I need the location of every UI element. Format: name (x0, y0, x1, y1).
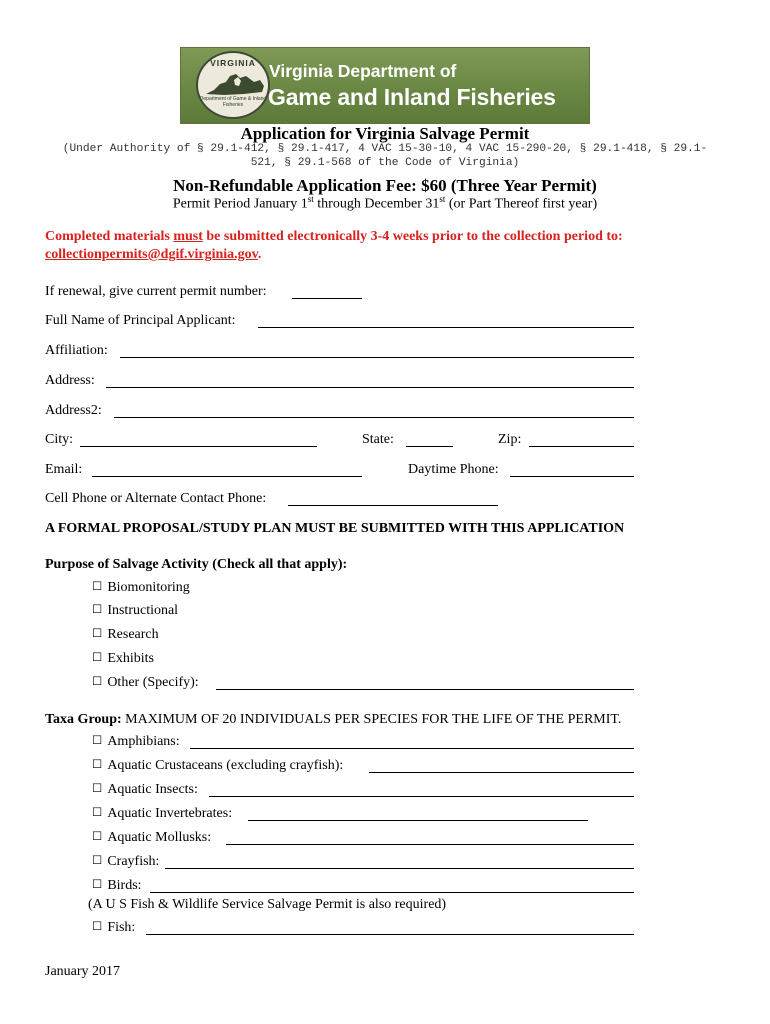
purpose-option-biomonitoring[interactable]: ☐ Biomonitoring (92, 579, 190, 595)
checkbox-icon[interactable]: ☐ (92, 626, 103, 640)
checkbox-icon[interactable]: ☐ (92, 674, 103, 688)
authority-line-2: 521, § 29.1-568 of the Code of Virginia) (250, 157, 520, 169)
taxa-heading: Taxa Group: MAXIMUM OF 20 INDIVIDUALS PER SPECIES FOR THE LIFE OF THE PERMIT. (45, 712, 622, 727)
taxa-option-aquatic-invertebrates[interactable]: ☐ Aquatic Invertebrates: (92, 805, 233, 821)
checkbox-icon[interactable]: ☐ (92, 781, 103, 795)
cell-phone-label: Cell Phone or Alternate Contact Phone: (45, 491, 267, 506)
purpose-heading: Purpose of Salvage Activity (Check all that apply): (45, 557, 348, 572)
checkbox-icon[interactable]: ☐ (92, 650, 103, 664)
form-title: Application for Virginia Salvage Permit (240, 124, 530, 143)
checkbox-icon[interactable]: ☐ (92, 733, 103, 747)
aquatic-insects-input[interactable] (209, 796, 634, 797)
affiliation-label: Affiliation: (45, 343, 108, 358)
renewal-label: If renewal, give current permit number: (45, 284, 267, 299)
renewal-input[interactable] (292, 298, 362, 299)
city-input[interactable] (80, 446, 317, 447)
submission-email-link[interactable]: collectionpermits@dgif.virginia.gov (45, 247, 258, 262)
state-label: State: (362, 432, 394, 447)
aquatic-invertebrates-input[interactable] (248, 820, 588, 821)
seal-bottom-text: Department of Game & Inland Fisheries (199, 96, 267, 108)
checkbox-icon[interactable]: ☐ (92, 757, 103, 771)
taxa-option-aquatic-crustaceans[interactable]: ☐ Aquatic Crustaceans (excluding crayfish): (92, 757, 344, 773)
purpose-option-exhibits[interactable]: ☐ Exhibits (92, 650, 154, 666)
application-fee: Non-Refundable Application Fee: $60 (Three Year Permit) (173, 176, 597, 195)
daytime-phone-input[interactable] (510, 476, 634, 477)
fish-input[interactable] (146, 934, 634, 935)
address-input[interactable] (106, 387, 634, 388)
taxa-option-birds[interactable]: ☐ Birds: (92, 877, 142, 893)
address2-label: Address2: (45, 403, 102, 418)
email-input[interactable] (92, 476, 362, 477)
daytime-phone-label: Daytime Phone: (408, 462, 499, 477)
amphibians-input[interactable] (190, 748, 634, 749)
address-label: Address: (45, 373, 95, 388)
state-input[interactable] (406, 446, 453, 447)
checkbox-icon[interactable]: ☐ (92, 579, 103, 593)
virginia-map-icon (204, 70, 266, 98)
checkbox-icon[interactable]: ☐ (92, 919, 103, 933)
checkbox-icon[interactable]: ☐ (92, 829, 103, 843)
checkbox-icon[interactable]: ☐ (92, 805, 103, 819)
birds-input[interactable] (150, 892, 634, 893)
submission-email-line: collectionpermits@dgif.virginia.gov. (45, 247, 262, 262)
taxa-option-crayfish[interactable]: ☐ Crayfish: (92, 853, 160, 869)
logo-line2: Game and Inland Fisheries (268, 84, 556, 110)
taxa-option-aquatic-insects[interactable]: ☐ Aquatic Insects: (92, 781, 198, 797)
city-label: City: (45, 432, 74, 447)
taxa-option-amphibians[interactable]: ☐ Amphibians: (92, 733, 180, 749)
zip-label: Zip: (498, 432, 522, 447)
cell-phone-input[interactable] (288, 505, 498, 506)
checkbox-icon[interactable]: ☐ (92, 853, 103, 867)
zip-input[interactable] (529, 446, 634, 447)
taxa-option-aquatic-mollusks[interactable]: ☐ Aquatic Mollusks: (92, 829, 212, 845)
permit-period: Permit Period January 1st through December 31st (or Part Thereof first year) (172, 194, 598, 212)
taxa-option-fish[interactable]: ☐ Fish: (92, 919, 136, 935)
dgif-logo (180, 47, 590, 124)
address2-input[interactable] (114, 417, 634, 418)
email-label: Email: (45, 462, 83, 477)
full-name-label: Full Name of Principal Applicant: (45, 313, 236, 328)
checkbox-icon[interactable]: ☐ (92, 877, 103, 891)
purpose-option-instructional[interactable]: ☐ Instructional (92, 602, 179, 618)
logo-line1: Virginia Department of (269, 61, 457, 81)
footer-date: January 2017 (45, 964, 121, 979)
purpose-option-research[interactable]: ☐ Research (92, 626, 159, 642)
dgif-seal (196, 51, 270, 119)
checkbox-icon[interactable]: ☐ (92, 602, 103, 616)
crayfish-input[interactable] (165, 868, 634, 869)
authority-line-1: (Under Authority of § 29.1-412, § 29.1-417, 4 VAC 15-30-10, 4 VAC 15-290-20, § 29.1-418, § 29.1- (62, 143, 708, 155)
affiliation-input[interactable] (120, 357, 634, 358)
submission-notice: Completed materials must be submitted electronically 3-4 weeks prior to the collection period to: (45, 229, 623, 244)
aquatic-mollusks-input[interactable] (226, 844, 634, 845)
purpose-other-input[interactable] (216, 689, 634, 690)
full-name-input[interactable] (258, 327, 634, 328)
aquatic-crustaceans-input[interactable] (369, 772, 634, 773)
seal-top-text: VIRGINIA (210, 58, 256, 68)
birds-permit-note: (A U S Fish & Wildlife Service Salvage Permit is also required) (88, 897, 447, 912)
purpose-option-other[interactable]: ☐ Other (Specify): (92, 674, 199, 690)
proposal-notice: A FORMAL PROPOSAL/STUDY PLAN MUST BE SUBMITTED WITH THIS APPLICATION (45, 521, 625, 536)
